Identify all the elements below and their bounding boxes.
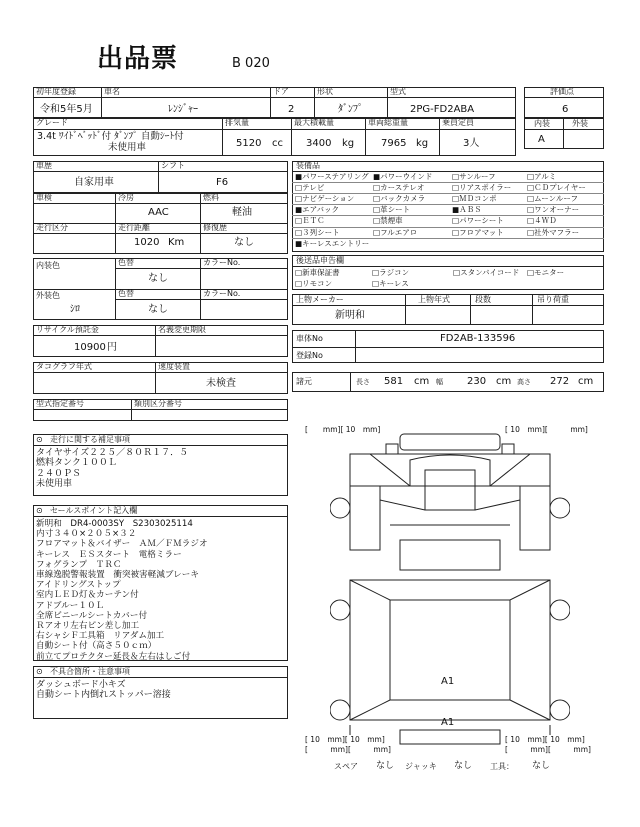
label-shape: 形状	[317, 87, 333, 96]
tire-depth-rear-right-1: [ 10 mm][ 10 mm]	[505, 735, 585, 744]
equipment-item: □バックカメラ	[373, 194, 426, 204]
recycle-unit: 円	[107, 342, 117, 353]
equipment-item: □革シート	[373, 205, 411, 215]
speed-limiter-value: 未検査	[206, 378, 236, 389]
label-interior-color: 内装色	[36, 261, 60, 270]
label-tools: 工具：	[490, 762, 514, 771]
label-vin: 車体No	[296, 334, 323, 343]
door-count: 2	[288, 104, 295, 115]
width-unit: cm	[496, 376, 512, 387]
vin-value: FD2AB-133596	[440, 333, 516, 344]
label-gross-weight: 車両総重量	[368, 118, 408, 127]
height-value: 272	[550, 376, 570, 387]
equipment-item: □ＥＴＣ	[295, 216, 325, 226]
label-dimensions: 諸元	[296, 377, 312, 386]
label-fuel: 燃料	[203, 193, 219, 202]
label-recycle: リサイクル預託金	[36, 325, 99, 334]
gross-weight-value: 7965	[381, 138, 407, 149]
equipment-item: □パワーシート	[452, 216, 504, 226]
label-hoist-load: 吊り荷重	[537, 295, 569, 304]
supplement-icon: ⊙	[36, 435, 43, 444]
tire-depth-front-left: [ mm][ 10 mm]	[305, 425, 381, 434]
equipment-item: ■キーレスエントリー	[295, 238, 370, 248]
tire-depth-rear-right-2: [ mm][ mm]	[505, 745, 591, 754]
post-doc-item: □スタンバイコード	[453, 268, 520, 277]
label-registration: 登録No	[296, 351, 323, 360]
label-inspection: 車検	[36, 193, 52, 202]
equipment-item: □リアスポイラー	[452, 183, 512, 193]
form-title: 出品票	[97, 44, 179, 74]
label-exterior-color-change: 色替	[118, 289, 134, 298]
capacity-value: 3人	[463, 138, 480, 149]
label-mileage: 走行距離	[118, 223, 150, 232]
label-mileage-category: 走行区分	[36, 223, 68, 232]
tire-depth-rear-left-2: [ mm][ mm]	[305, 745, 391, 754]
label-exterior-color: 外装色	[36, 291, 60, 300]
damage-mark-tailgate: A1	[441, 717, 455, 728]
cooler-value: AAC	[148, 207, 169, 218]
equipment-item: □４ＷＤ	[527, 216, 557, 226]
equipment-item: □ナビゲーション	[295, 194, 355, 204]
post-doc-item: □キーレス	[372, 279, 409, 288]
length-unit: cm	[414, 376, 430, 387]
tire-depth-rear-left-1: [ 10 mm][ 10 mm]	[305, 735, 385, 744]
label-cooler: 冷房	[118, 193, 134, 202]
body-shape: ﾀﾞﾝﾌﾟ	[338, 104, 363, 115]
repair-value: なし	[234, 237, 254, 248]
label-tachograph: タコグラフ年式	[36, 362, 92, 371]
label-door: ドア	[273, 87, 289, 96]
equipment-item: □ＣＤプレイヤー	[527, 183, 586, 193]
label-height: 高さ	[517, 378, 531, 386]
equipment-item: ■ＡＢＳ	[452, 205, 482, 215]
tire-depth-front-right: [ 10 mm][ mm]	[505, 425, 588, 434]
fuel-value: 軽油	[232, 207, 252, 218]
label-max-load: 最大積載量	[294, 118, 334, 127]
sales-point-text: 新明和 DR4-0003SY S2303025114 内寸３４０×２０５×３２ フロアマット＆バイザー ＡＭ／ＦＭラジオ キーレス ＥＳスタート 電格ミラー フォグランプ ＴＲＣ 車線逸脱警報装置 衝突被害軽減ブレーキ アイドリングストップ 室内ＬＥＤ灯＆カーテン付 アドブルー１０Ｌ 全席ビニールシートカバー付 Ｒアオリ左右ピン差し加工 右シャシＦ工具箱 リアダム加工 自動シート付（高さ５０ｃｍ） 前立てプロテクター延長＆左右はしご付	[36, 519, 208, 662]
grade-line2: 未使用車	[108, 142, 147, 153]
label-grade: グレード	[36, 118, 68, 127]
label-shift: シフト	[161, 161, 185, 170]
mileage-unit: Km	[168, 237, 185, 248]
label-type-cert: 型式指定番号	[36, 399, 84, 408]
displacement-unit: cc	[272, 138, 283, 149]
equipment-item: □テレビ	[295, 183, 325, 193]
lot-number: B 020	[232, 56, 270, 71]
recycle-value: 10900	[74, 342, 106, 353]
interior-grade: A	[538, 134, 545, 145]
history-value: 自家用車	[74, 177, 114, 188]
score-value: 6	[562, 104, 569, 115]
width-value: 230	[467, 376, 487, 387]
equipment-item: □フロアマット	[452, 227, 504, 237]
gross-weight-unit: kg	[416, 138, 429, 149]
vehicle-diagram	[330, 430, 570, 750]
exterior-color: ｼﾛ	[70, 304, 80, 315]
equipment-item: □ムーンルーフ	[527, 194, 578, 204]
supplement-text: タイヤサイズ２２５／８０Ｒ１７．５ 燃料タンク１００Ｌ ２４０ＰＳ 未使用車	[36, 448, 189, 489]
equipment-item: □カーステレオ	[373, 183, 425, 193]
post-docs-title: 後送品申告欄	[296, 256, 344, 265]
max-load-value: 3400	[306, 138, 332, 149]
tools-value: なし	[532, 761, 551, 771]
label-capacity: 乗員定員	[442, 118, 474, 127]
first-registration: 令和5年5月	[40, 104, 93, 115]
defect-icon: ⊙	[36, 667, 43, 676]
post-doc-item: □新車保証書	[295, 268, 340, 277]
label-repair: 修復歴	[203, 223, 227, 232]
label-score: 評価点	[550, 87, 574, 96]
car-name: ﾚﾝｼﾞｬｰ	[168, 104, 198, 115]
label-spare: スペア	[334, 762, 358, 771]
spare-value: なし	[376, 761, 395, 771]
label-interior: 内装	[534, 119, 550, 128]
post-doc-item: □リモコン	[295, 279, 333, 288]
equipment-item: □社外マフラー	[527, 227, 580, 237]
label-car-name: 車名	[104, 87, 120, 96]
label-name-change: 名義変更期限	[158, 325, 206, 334]
damage-mark-bed: A1	[441, 676, 455, 687]
label-width: 幅	[436, 378, 443, 386]
label-interior-color-change: 色替	[118, 258, 134, 267]
equipment-item: □ワンオーナー	[527, 205, 580, 215]
sales-point-title: セールスポイント記入欄	[50, 506, 138, 515]
body-maker-value: 新明和	[335, 310, 365, 321]
height-unit: cm	[578, 376, 594, 387]
equipment-item: □アルミ	[527, 172, 557, 181]
equipment-item: □ＭＤコンポ	[452, 194, 497, 204]
equipment-item: □禁煙車	[373, 216, 403, 226]
supplement-title: 走行に関する補足事項	[50, 435, 130, 444]
equipment-title: 装備品	[296, 161, 320, 170]
sales-point-icon: ⊙	[36, 506, 43, 515]
label-jack: ジャッキ	[405, 762, 437, 771]
label-first-registration: 初年度登録	[36, 87, 76, 96]
label-body-year: 上物年式	[418, 295, 450, 304]
defect-text: ダッシュボード小キズ 自動シート内倒れストッパー溶接	[36, 680, 171, 701]
label-exterior-color-no: カラーNo.	[203, 289, 241, 298]
label-stages: 段数	[475, 295, 491, 304]
defect-title: 不具合箇所・注意事項	[50, 667, 130, 676]
label-speed-limiter: 速度装置	[158, 362, 190, 371]
jack-value: なし	[454, 761, 473, 771]
model-code: 2PG-FD2ABA	[410, 104, 475, 115]
mileage-value: 1020	[134, 237, 160, 248]
equipment-item: □３列シート	[295, 227, 340, 237]
grade-line1: 3.4t ﾜｲﾄﾞﾍﾞｯﾄﾞ付 ﾀﾞﾝﾌﾟ 自動ｼｰﾄ付	[37, 131, 184, 142]
label-body-maker: 上物メーカー	[296, 295, 344, 304]
interior-color-change: なし	[148, 273, 168, 284]
equipment-item: ■パワーステアリング	[295, 172, 369, 181]
post-doc-item: □モニター	[527, 268, 565, 277]
length-value: 581	[384, 376, 404, 387]
label-interior-color-no: カラーNo.	[203, 258, 241, 267]
label-class-no: 類別区分番号	[134, 399, 182, 408]
exterior-color-change: なし	[148, 304, 168, 315]
label-model: 型式	[390, 87, 406, 96]
label-displacement: 排気量	[225, 118, 249, 127]
label-history: 車歴	[36, 161, 52, 170]
equipment-item: □サンルーフ	[452, 172, 496, 181]
shift-value: F6	[216, 177, 229, 188]
label-length: 長さ	[356, 378, 370, 386]
equipment-item: ■パワーウインド	[373, 172, 433, 181]
label-exterior: 外装	[572, 119, 588, 128]
post-doc-item: □ラジコン	[372, 268, 410, 277]
displacement-value: 5120	[236, 138, 262, 149]
max-load-unit: kg	[342, 138, 355, 149]
equipment-item: □フルエアロ	[373, 227, 418, 237]
equipment-item: ■エアバック	[295, 205, 339, 215]
